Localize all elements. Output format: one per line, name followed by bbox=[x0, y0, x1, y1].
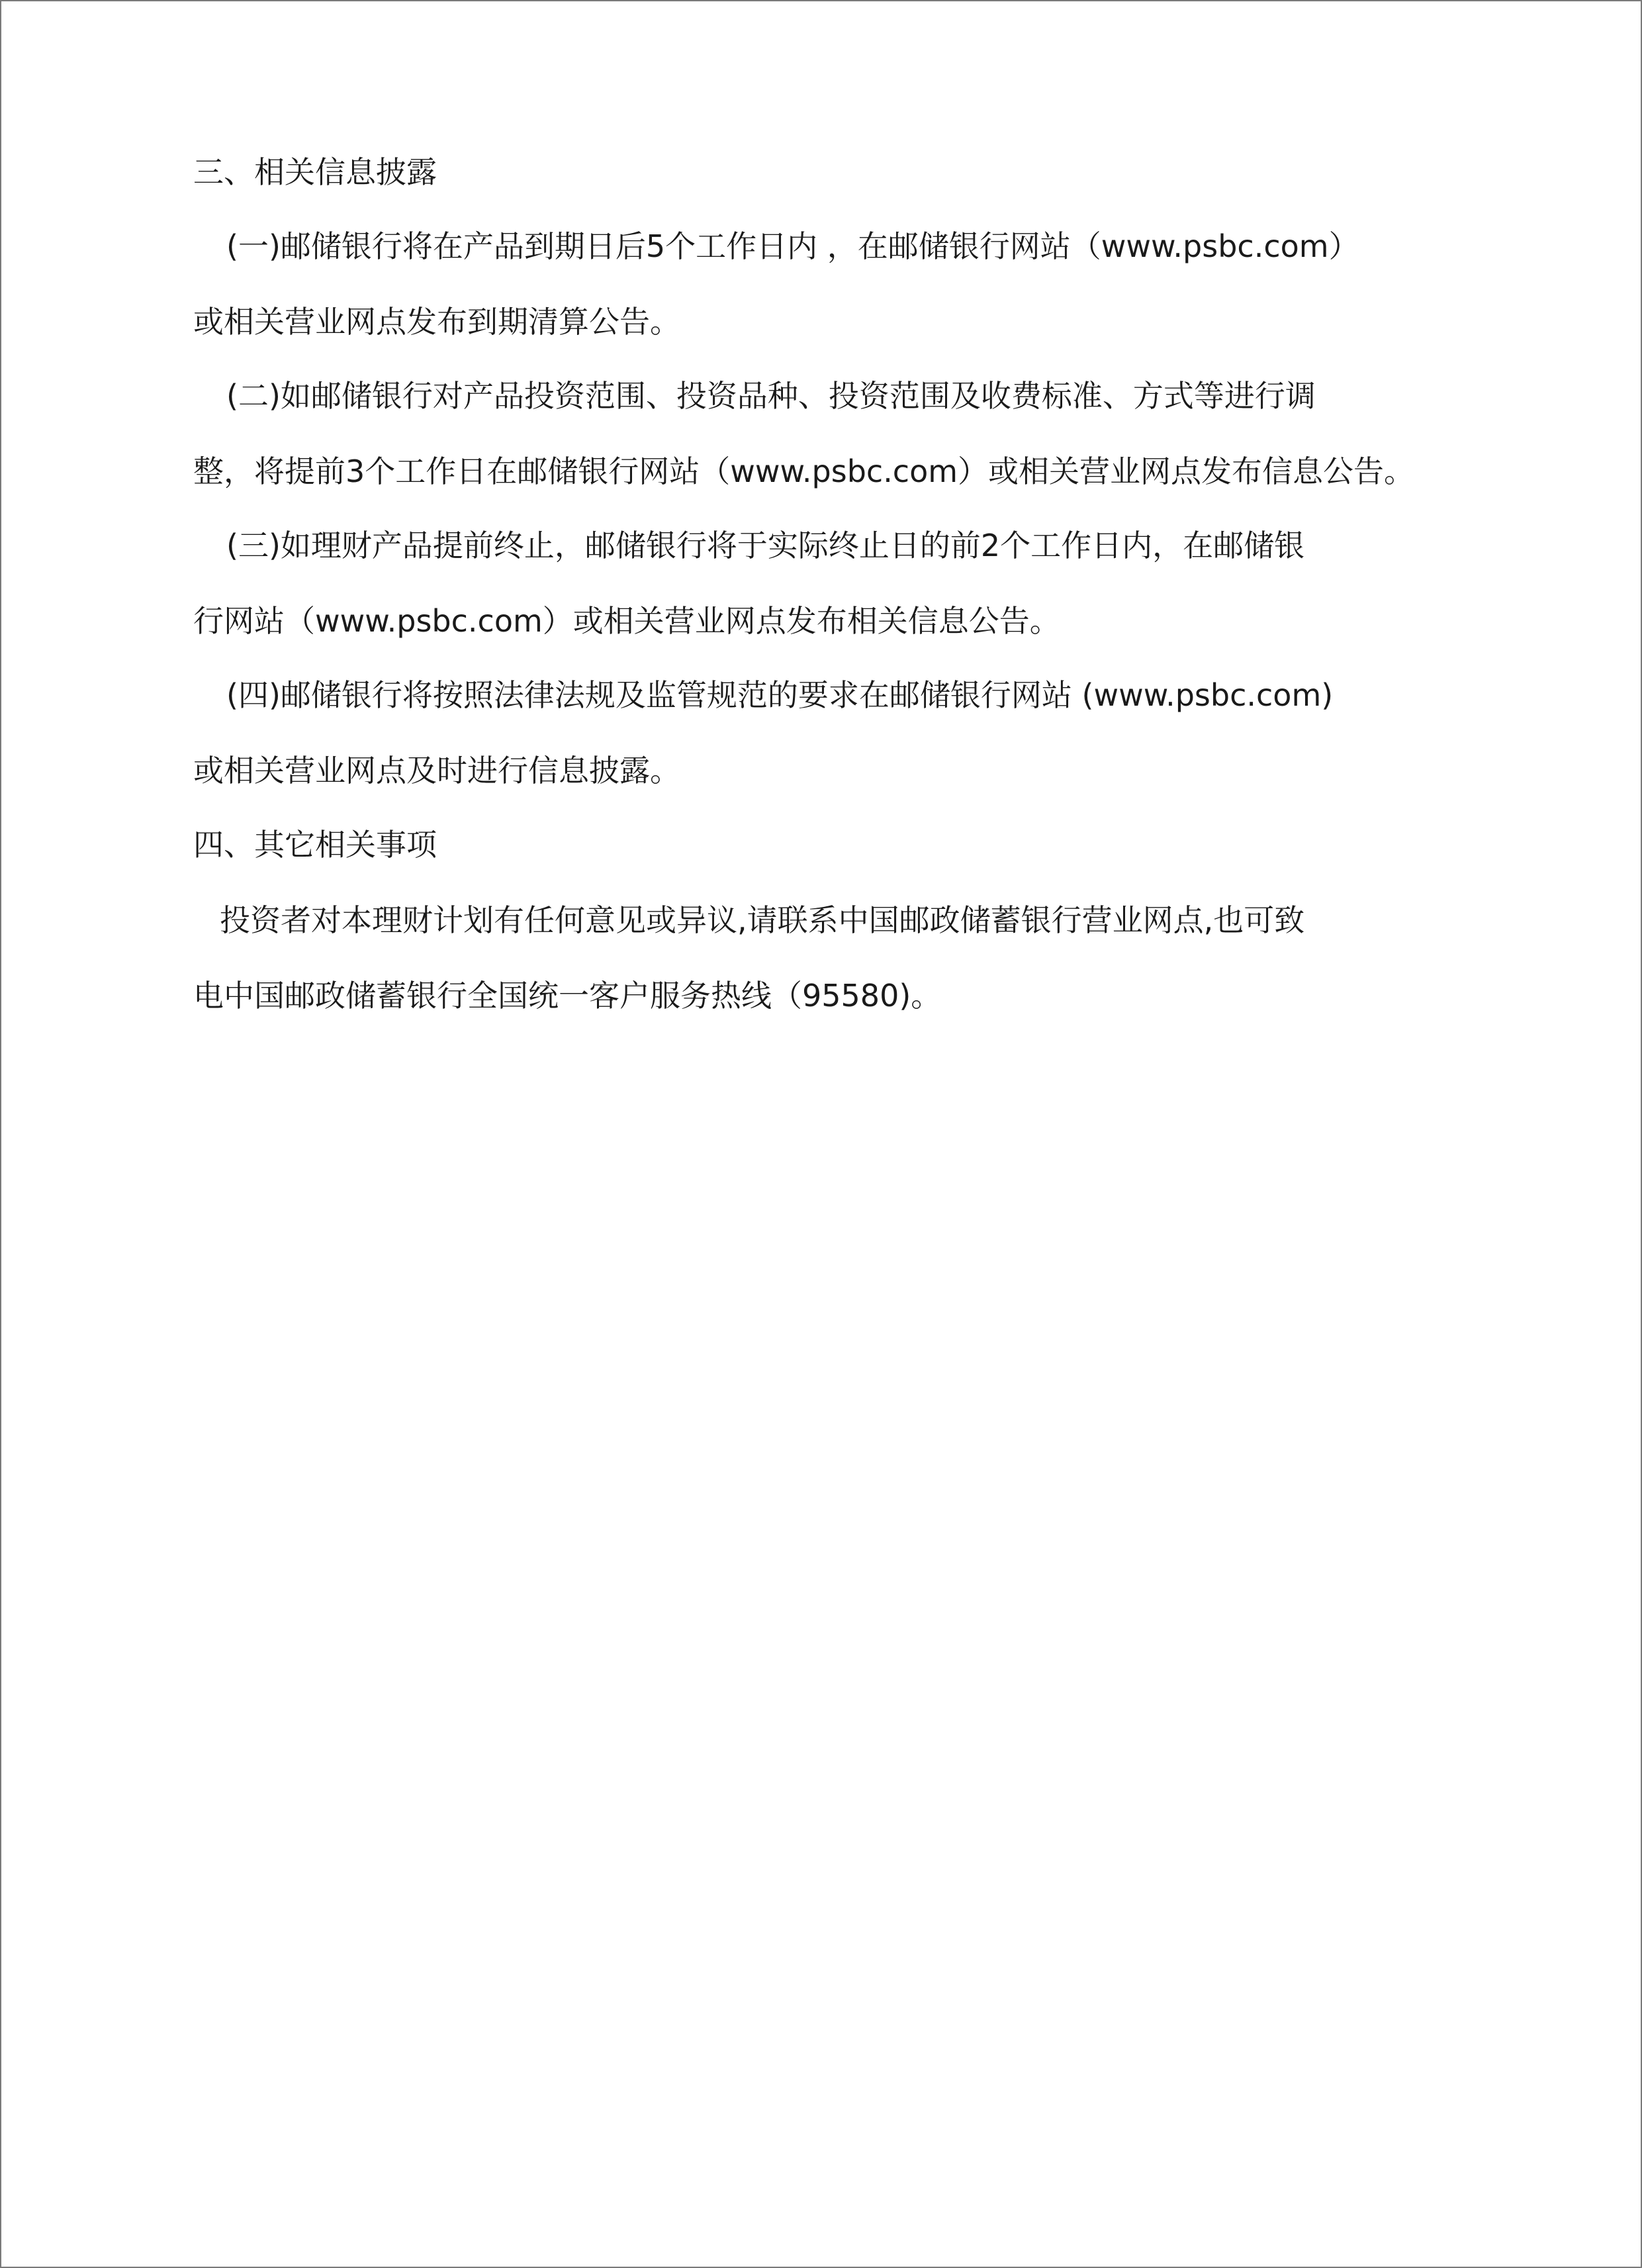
item-4-line-2: 或相关营业网点及时进行信息披露。 bbox=[193, 753, 680, 788]
section-4-para-line-1: 投资者对本理财计划有任何意见或异议,请联系中国邮政储蓄银行营业网点,也可致 bbox=[220, 902, 1305, 938]
item-1-line-2: 或相关营业网点发布到期清算公告。 bbox=[193, 304, 680, 340]
item-3-line-2: 行网站（www.psbc.com）或相关营业网点发布相关信息公告。 bbox=[193, 603, 1060, 639]
section-4-heading: 四、其它相关事项 bbox=[193, 827, 437, 863]
item-2-line-1: (二)如邮储银行对产品投资范围、投资品种、投资范围及收费标准、方式等进行调 bbox=[226, 378, 1316, 414]
section-4-para-line-2: 电中国邮政储蓄银行全国统一客户服务热线（95580)。 bbox=[193, 978, 942, 1014]
item-3-line-1: (三)如理财产品提前终止，邮储银行将于实际终止日的前2个工作日内，在邮储银 bbox=[226, 528, 1305, 563]
item-4-line-1: (四)邮储银行将按照法律法规及监管规范的要求在邮储银行网站 (www.psbc.com) bbox=[226, 677, 1334, 713]
item-1-line-1: (一)邮储银行将在产品到期日后5个工作日内 ，在邮储银行网站（www.psbc.com） bbox=[226, 228, 1359, 264]
section-3-heading: 三、相关信息披露 bbox=[193, 154, 437, 190]
item-2-line-2: 整，将提前3个工作日在邮储银行网站（www.psbc.com）或相关营业网点发布信息公告。 bbox=[193, 453, 1415, 489]
